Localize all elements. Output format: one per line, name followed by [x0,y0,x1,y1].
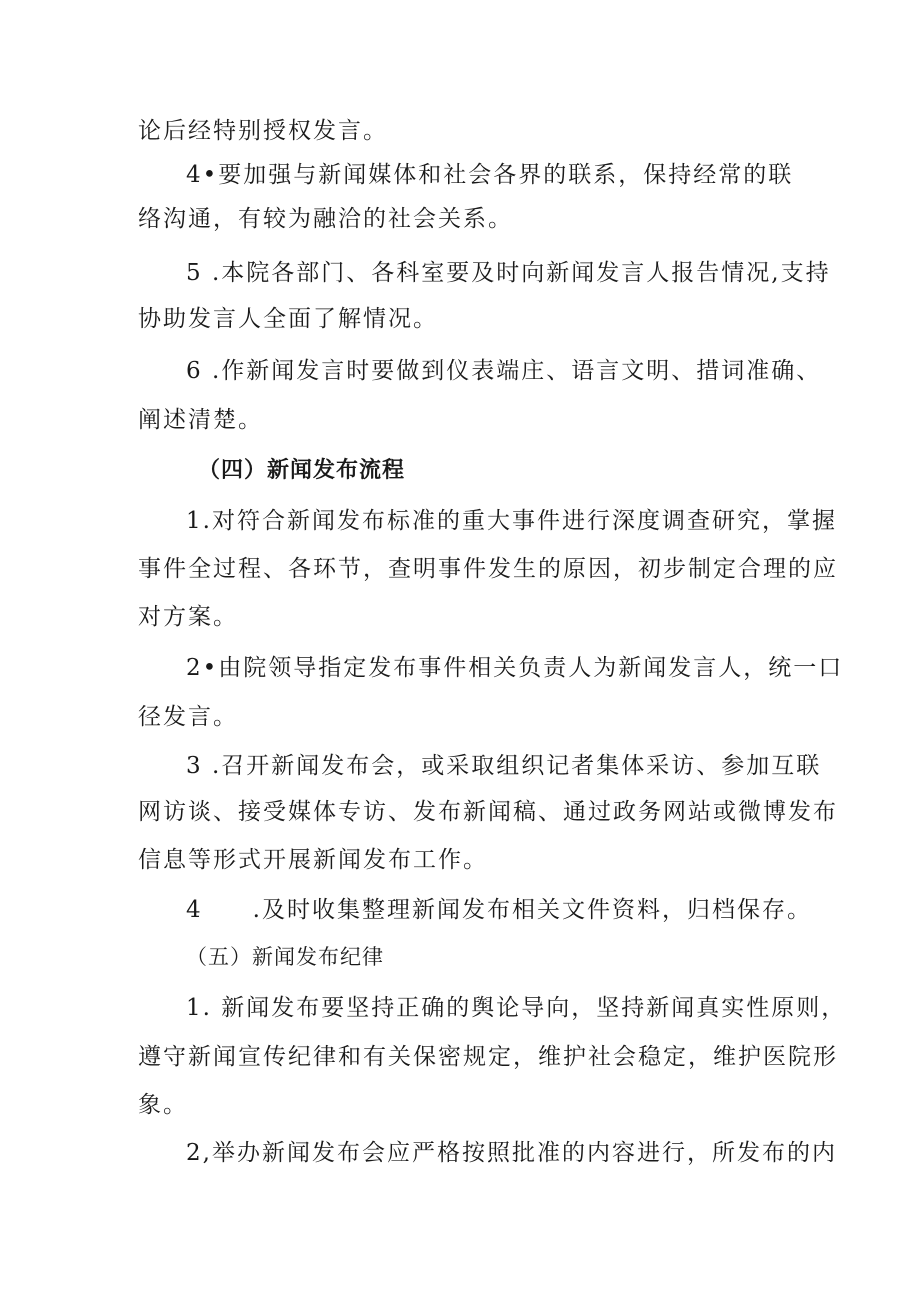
text-line: 络沟通，有较为融洽的社会关系。 [138,206,513,232]
text-line: 径发言。 [138,704,238,730]
section-heading-four: （四）新闻发布流程 [198,458,406,483]
text-line: 阐述清楚。 [138,407,263,433]
text-line: 1. 新闻发布要坚持正确的舆论导向，坚持新闻真实性原则， [186,995,847,1021]
text-line: 2•由院领导指定发布事件相关负责人为新闻发言人，统一口 [186,655,844,681]
section-heading-five: （五）新闻发布纪律 [186,945,384,969]
text-line: 事件全过程、各环节，查明事件发生的原因，初步制定合理的应 [138,556,838,582]
text-line: 协助发言人全面了解情况。 [138,306,438,332]
text-line: 遵守新闻宣传纪律和有关保密规定，维护社会稳定，维护医院形 [138,1044,838,1070]
text-line: 5 .本院各部门、各科室要及时向新闻发言人报告情况,支持 [186,260,831,286]
text-line: 3 .召开新闻发布会，或采取组织记者集体采访、参加互联 [186,753,822,779]
text-line: 对方案。 [138,604,238,630]
text-line: 6 .作新闻发言时要做到仪表端庄、语言文明、措词准确、 [186,358,822,384]
text-line: 1.对符合新闻发布标准的重大事件进行深度调查研究，掌握 [186,508,837,534]
text-line: 4 .及时收集整理新闻发布相关文件资料，归档保存。 [186,897,812,923]
text-line: 论后经特别授权发言。 [138,118,388,144]
text-line: 信息等形式开展新闻发布工作。 [138,847,488,873]
text-line: 2,举办新闻发布会应严格按照批准的内容进行，所发布的内 [186,1140,837,1166]
text-line: 网访谈、接受媒体专访、发布新闻稿、通过政务网站或微博发布 [138,799,838,825]
text-line: 象。 [138,1092,188,1118]
text-line: 4•要加强与新闻媒体和社会各界的联系，保持经常的联 [186,162,794,188]
